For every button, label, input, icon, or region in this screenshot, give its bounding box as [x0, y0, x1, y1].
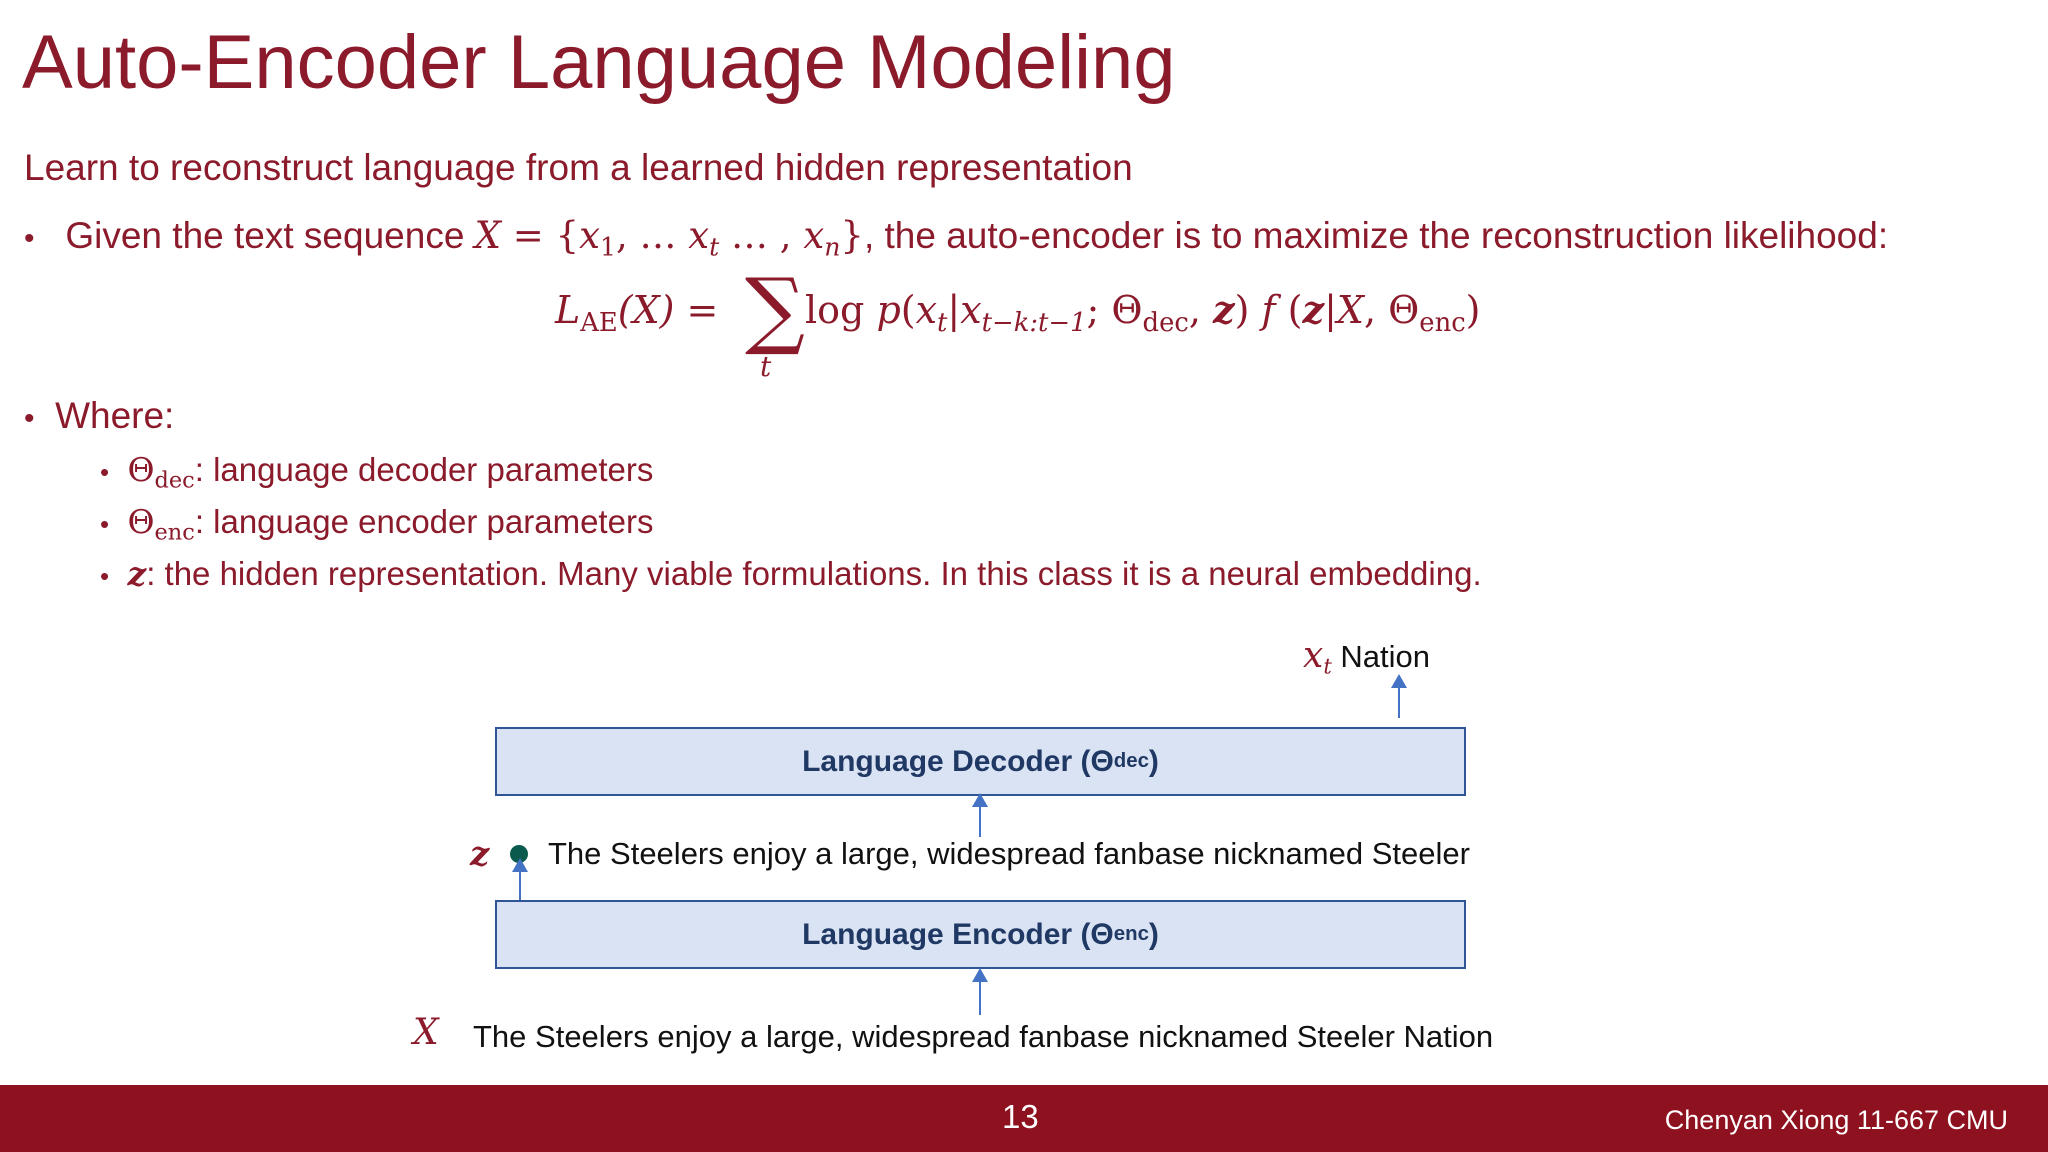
arrow-up-icon	[979, 805, 981, 837]
output-label: $x_t$ Nation	[1303, 635, 1431, 679]
input-sentence: The Steelers enjoy a large, widespread fanbase nicknamed Steeler Nation	[473, 1019, 1494, 1054]
sequence-math: X	[474, 214, 502, 257]
middle-sentence: The Steelers enjoy a large, widespread fanbase nicknamed Steeler	[548, 836, 1470, 871]
sub-bullet-encoder: • $\Theta_{enc}$: language encoder parameters	[100, 502, 654, 546]
language-decoder-box: Language Decoder (Θ dec )	[495, 727, 1466, 796]
slide-subtitle: Learn to reconstruct language from a learned hidden representation	[24, 147, 1133, 188]
reconstruction-formula	[555, 280, 718, 353]
arrow-up-icon	[979, 980, 981, 1015]
sum-index: t	[760, 350, 772, 383]
bullet-dot: •	[24, 222, 35, 255]
formula-lhs-arg: (X) =	[617, 288, 719, 332]
slide-title: Auto-Encoder Language Modeling	[22, 20, 1176, 105]
language-encoder-box: Language Encoder (Θ enc )	[495, 900, 1466, 969]
sum-symbol: ∑	[745, 260, 805, 358]
bullet-where	[24, 394, 174, 441]
output-word: Nation	[1340, 639, 1431, 674]
bullet-dot: •	[24, 402, 35, 435]
z-symbol: z	[470, 834, 490, 874]
bullet-given-sequence: • Given the text sequence $X = \{x_1$, … $x_t$ … , $x_n$}, the auto-encoder is to maximize the reconstruction likelihood:	[24, 214, 1889, 262]
formula-lhs: L	[555, 288, 581, 332]
bullet1-suffix: , the auto-encoder is to maximize the reconstruction likelihood:	[863, 215, 1889, 256]
sub-bullet-decoder: • $\Theta_{dec}$: language decoder parameters	[100, 450, 654, 494]
formula-lhs-sub: AE	[580, 307, 618, 338]
sub-bullet-hidden: • z: the hidden representation. Many viable formulations. In this class it is a neural embedding.	[100, 554, 1482, 593]
page-number: 13	[1002, 1098, 1039, 1135]
arrow-up-icon	[519, 870, 521, 900]
x-symbol: X	[413, 1012, 439, 1053]
formula-body: $\log p(x_t|x_{t-k:t-1}$; $\Theta_{dec}$, z) f (z|X, $\Theta_{enc}$)	[805, 287, 1481, 338]
arrow-up-icon	[1398, 686, 1400, 718]
bullet1-prefix: Given the text sequence	[65, 215, 475, 256]
bullet2-text: Where:	[55, 395, 175, 436]
footer-credit: Chenyan Xiong 11-667 CMU	[1664, 1105, 2008, 1135]
